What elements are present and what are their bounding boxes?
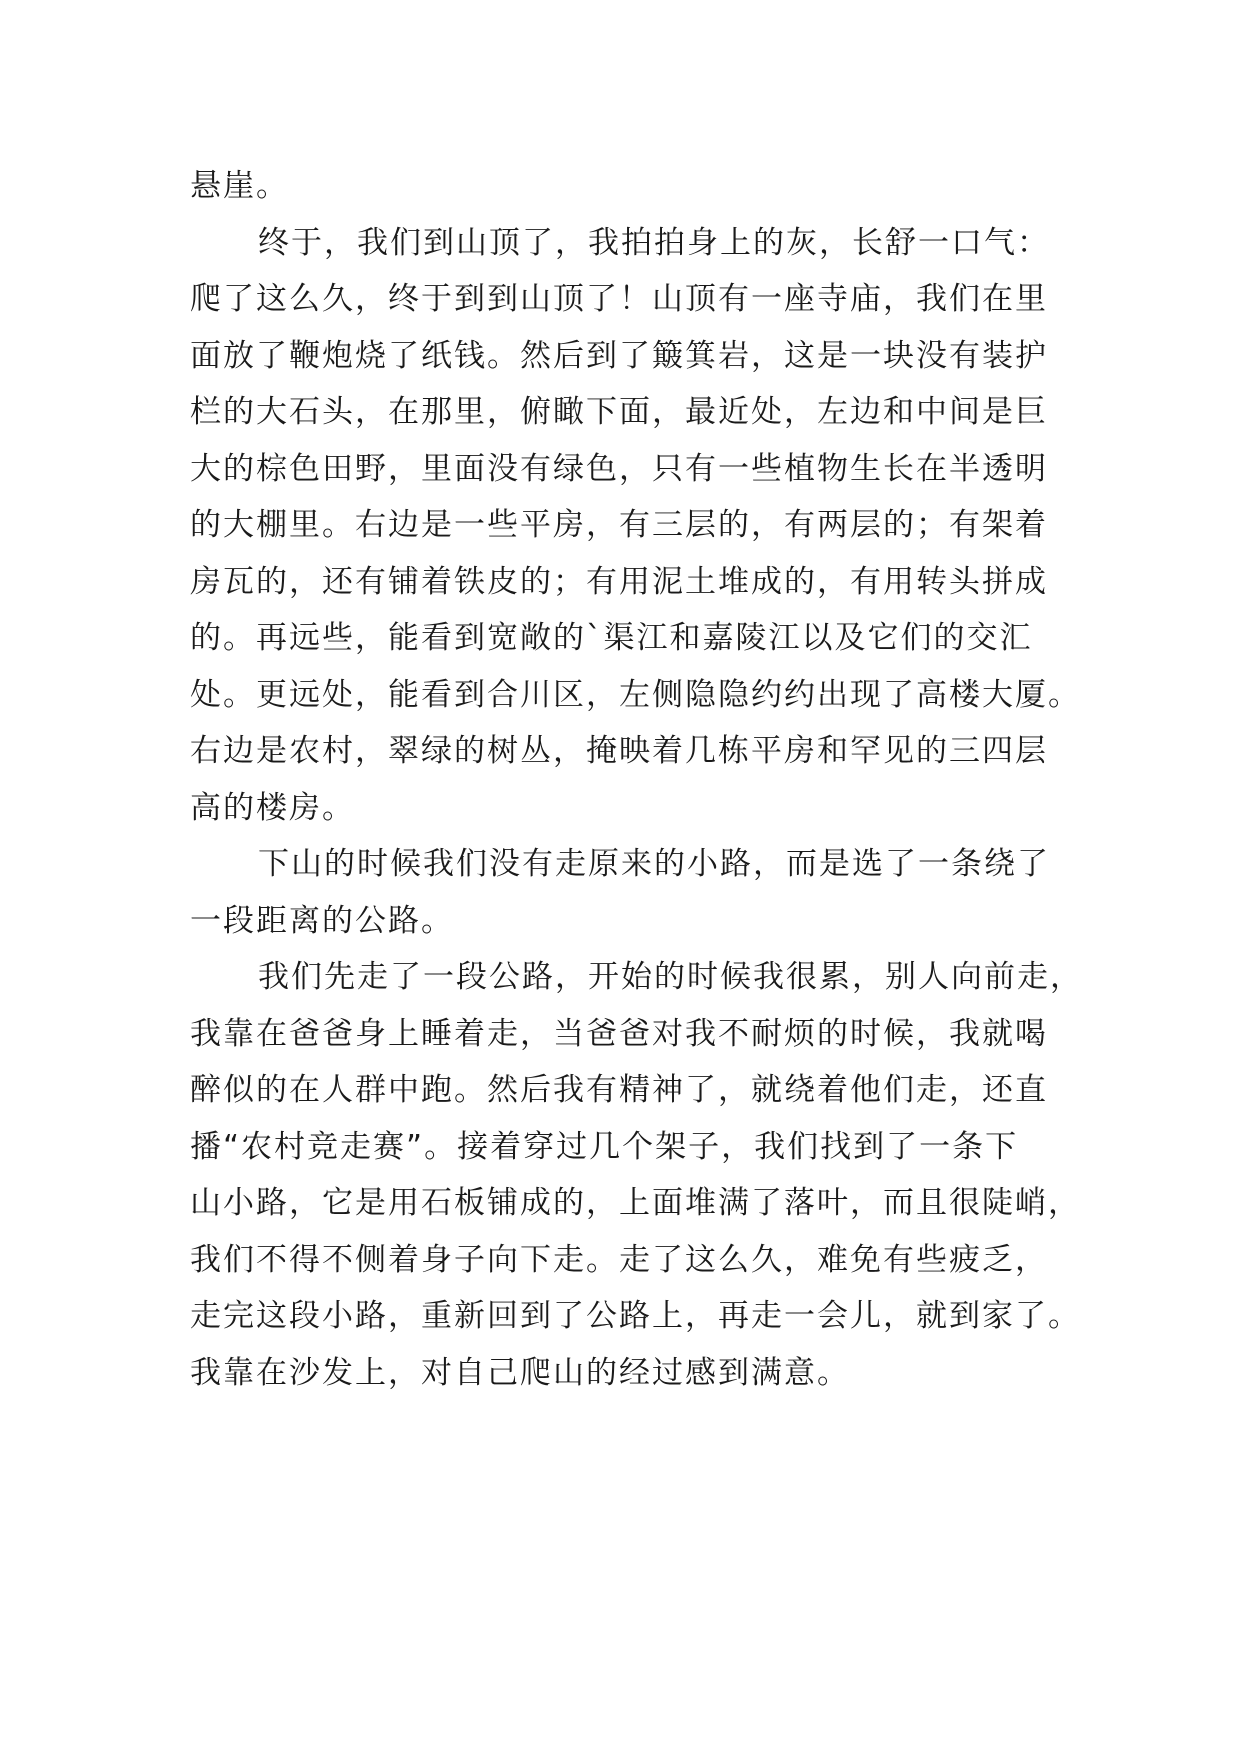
text-line: 我们先走了一段公路，开始的时候我很累，别人向前走， xyxy=(258,959,1083,995)
text-line: 房瓦的，还有铺着铁皮的；有用泥土堆成的，有用转头拼成 xyxy=(190,563,1048,600)
essay-body xyxy=(190,158,1083,1401)
text-line: 的大棚里。右边是一些平房，有三层的，有两层的；有架着 xyxy=(190,507,1048,543)
text-line: 面放了鞭炮烧了纸钱。然后到了簸箕岩，这是一块没有装护 xyxy=(190,337,1048,374)
text-line: 终于，我们到山顶了，我拍拍身上的灰，长舒一口气： xyxy=(258,224,1050,261)
text-line: 悬崖。 xyxy=(190,168,289,204)
text-line: 一段距离的公路。 xyxy=(190,902,454,939)
text-line: 下山的时候我们没有走原来的小路，而是选了一条绕了 xyxy=(258,846,1050,882)
text-line: 大的棕色田野，里面没有绿色，只有一些植物生长在半透明 xyxy=(190,450,1048,487)
text-line: 醉似的在人群中跑。然后我有精神了，就绕着他们走，还直 xyxy=(190,1072,1048,1108)
text-line: 我靠在沙发上，对自己爬山的经过感到满意。 xyxy=(190,1354,850,1391)
text-line: 处。更远处，能看到合川区，左侧隐隐约约出现了高楼大厦。 xyxy=(190,676,1081,713)
text-line: 我靠在爸爸身上睡着走，当爸爸对我不耐烦的时候，我就喝 xyxy=(190,1015,1048,1052)
text-line: 的。再远些，能看到宽敞的`渠江和嘉陵江以及它们的交汇 xyxy=(190,620,1033,656)
text-line: 我们不得不侧着身子向下走。走了这么久，难免有些疲乏， xyxy=(190,1241,1048,1278)
text-line: 高的楼房。 xyxy=(190,789,355,826)
text-line: 爬了这么久，终于到到山顶了！山顶有一座寺庙，我们在里 xyxy=(190,281,1048,317)
text-line: 栏的大石头，在那里，俯瞰下面，最近处，左边和中间是巨 xyxy=(190,394,1048,430)
text-line: 右边是农村，翠绿的树丛，掩映着几栋平房和罕见的三四层 xyxy=(190,733,1048,769)
text-line: 走完这段小路，重新回到了公路上，再走一会儿，就到家了。 xyxy=(190,1298,1081,1334)
text-line: 播“农村竞走赛”。接着穿过几个架子，我们找到了一条下 xyxy=(190,1128,1019,1165)
text-line: 山小路，它是用石板铺成的，上面堆满了落叶，而且很陡峭， xyxy=(190,1185,1081,1221)
